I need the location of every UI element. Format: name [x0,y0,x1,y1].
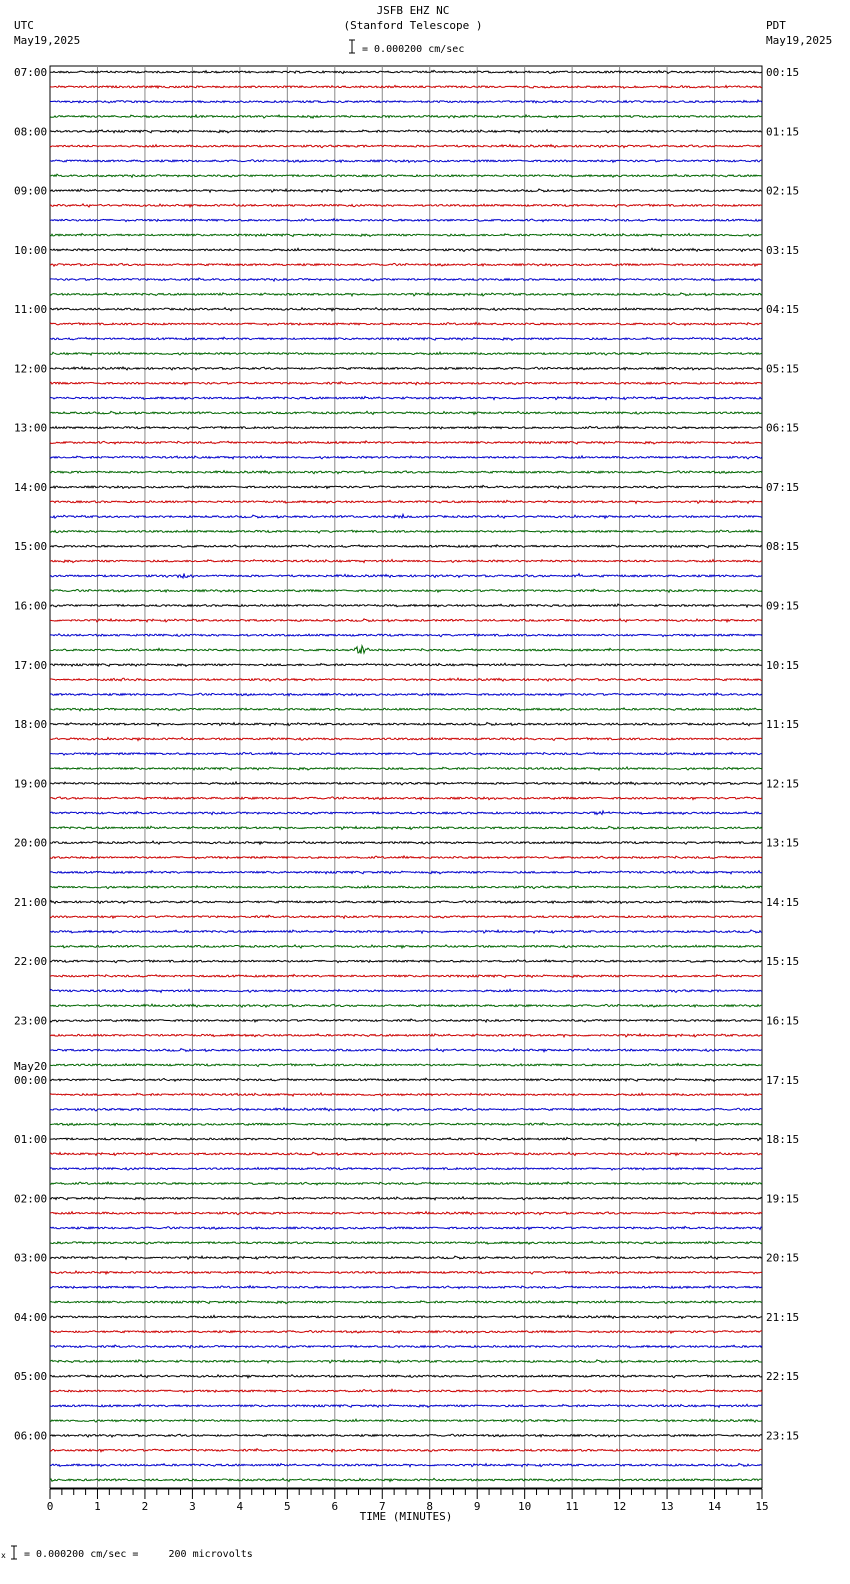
left-hour-label: 17:00 [14,658,48,672]
station-title: JSFB EHZ NC [376,4,450,17]
right-hour-label: 02:15 [766,184,800,198]
left-hour-label: 11:00 [14,303,48,317]
trace-1 [50,85,762,88]
trace-59 [50,945,762,948]
right-hour-label: 07:15 [766,480,800,494]
trace-38 [50,634,762,637]
right-date-label: May19,2025 [766,34,833,47]
x-tick-label: 7 [378,1500,386,1513]
trace-20 [50,367,762,370]
trace-60 [50,960,762,963]
trace-4 [50,130,762,133]
trace-27 [50,471,762,474]
trace-22 [50,397,762,400]
right-hour-label: 08:15 [766,540,800,554]
trace-91 [50,1419,762,1422]
left-hour-label: 06:00 [14,1429,48,1443]
left-hour-label: 02:00 [14,1192,48,1206]
trace-25 [50,441,762,444]
right-hour-label: 15:15 [766,955,800,969]
x-tick-label: 4 [236,1500,244,1513]
x-tick-label: 14 [707,1500,722,1513]
trace-82 [50,1286,762,1289]
trace-72 [50,1138,762,1141]
trace-40 [50,663,762,666]
left-hour-label: 23:00 [14,1014,48,1028]
trace-41 [50,678,762,681]
right-hour-label: 19:15 [766,1192,800,1206]
right-hour-label: 18:15 [766,1133,800,1147]
trace-39 [50,646,762,654]
trace-2 [50,100,762,103]
trace-56 [50,901,762,904]
x-tick-label: 10 [518,1500,532,1513]
trace-76 [50,1197,762,1200]
trace-23 [50,411,762,414]
trace-35 [50,589,762,592]
right-hour-label: 22:15 [766,1370,800,1384]
trace-52 [50,841,762,844]
right-hour-label: 21:15 [766,1310,800,1324]
trace-33 [50,560,762,563]
trace-69 [50,1093,762,1096]
trace-67 [50,1063,762,1066]
x-axis-label: TIME (MINUTES) [359,1510,453,1523]
x-tick-label: 11 [565,1500,579,1513]
left-hour-label: 16:00 [14,599,48,613]
x-tick-label: 3 [189,1500,196,1513]
trace-95 [50,1478,762,1481]
trace-12 [50,248,762,251]
x-tick-label: 13 [660,1500,674,1513]
right-timezone-label: PDT [766,19,786,32]
right-hour-label: 06:15 [766,421,800,435]
trace-37 [50,619,762,622]
trace-9 [50,204,762,207]
trace-44 [50,723,762,726]
trace-81 [50,1271,762,1274]
trace-7 [50,174,762,177]
x-tick-label: 0 [46,1500,54,1513]
trace-55 [50,886,762,889]
left-hour-label: 07:00 [14,66,48,79]
trace-86 [50,1345,762,1348]
left-hour-label: 22:00 [14,955,48,969]
trace-84 [50,1315,762,1318]
trace-92 [50,1434,762,1437]
x-tick-label: 2 [141,1500,149,1513]
trace-75 [50,1182,762,1185]
trace-8 [50,189,762,192]
left-hour-label: 04:00 [14,1310,48,1324]
right-hour-label: 13:15 [766,836,800,850]
trace-89 [50,1389,762,1392]
trace-79 [50,1241,762,1244]
trace-48 [50,782,762,785]
trace-57 [50,915,762,918]
trace-54 [50,871,762,874]
x-tick-label: 9 [473,1500,481,1513]
right-hour-label: 10:15 [766,658,800,672]
trace-58 [50,930,762,933]
trace-73 [50,1152,762,1155]
left-hour-label: 01:00 [14,1133,48,1147]
trace-85 [50,1331,762,1334]
left-hour-label: 00:00 [14,1073,48,1087]
trace-78 [50,1226,762,1229]
telescope-subtitle: (Stanford Telescope ) [343,19,483,32]
trace-90 [50,1404,762,1407]
right-hour-label: 17:15 [766,1073,800,1087]
trace-50 [50,811,762,815]
right-hour-label: 04:15 [766,303,800,317]
trace-63 [50,1004,762,1007]
trace-19 [50,352,762,355]
left-hour-label: 19:00 [14,777,48,791]
trace-94 [50,1464,762,1467]
trace-17 [50,322,762,325]
trace-13 [50,263,762,266]
footer-mark: x [1,1551,6,1560]
left-hour-label: 05:00 [14,1370,48,1384]
right-hour-label: 16:15 [766,1014,800,1028]
right-hour-label: 12:15 [766,777,800,791]
trace-93 [50,1449,762,1452]
x-tick-label: 15 [755,1500,769,1513]
trace-28 [50,485,762,488]
trace-68 [50,1078,762,1081]
left-hour-label: 10:00 [14,243,48,257]
trace-26 [50,456,762,459]
trace-34 [50,574,762,579]
trace-87 [50,1360,762,1363]
left-hour-label: 09:00 [14,184,48,198]
trace-16 [50,308,762,311]
trace-88 [50,1375,762,1378]
trace-5 [50,145,762,148]
trace-31 [50,530,762,533]
left-date-label: May19,2025 [14,34,81,47]
trace-80 [50,1256,762,1259]
right-hour-label: 00:15 [766,66,800,79]
trace-74 [50,1168,762,1171]
right-hour-label: 14:15 [766,895,800,909]
left-hour-label: 15:00 [14,540,48,554]
trace-21 [50,382,762,385]
trace-62 [50,989,762,992]
x-tick-label: 8 [426,1500,434,1513]
trace-51 [50,826,762,829]
left-timezone-label: UTC [14,19,34,32]
left-hour-label: 08:00 [14,125,48,139]
trace-66 [50,1049,762,1052]
trace-71 [50,1123,762,1126]
right-hour-label: 05:15 [766,362,800,376]
left-hour-label: 20:00 [14,836,48,850]
trace-47 [50,767,762,770]
left-hour-label: 13:00 [14,421,48,435]
footer-scale-label: = 0.000200 cm/sec = 200 microvolts [24,1549,253,1560]
trace-15 [50,293,762,296]
trace-36 [50,604,762,607]
trace-49 [50,797,762,800]
trace-18 [50,337,762,340]
left-hour-label: 03:00 [14,1251,48,1265]
scale-bar-label: = 0.000200 cm/sec [362,44,465,55]
right-hour-label: 01:15 [766,125,800,139]
trace-70 [50,1108,762,1111]
trace-61 [50,975,762,978]
trace-46 [50,752,762,755]
trace-65 [50,1034,762,1037]
trace-43 [50,708,762,711]
trace-64 [50,1019,762,1022]
right-hour-label: 20:15 [766,1251,800,1265]
trace-3 [50,115,762,118]
x-tick-label: 12 [612,1500,627,1513]
trace-77 [50,1212,762,1215]
trace-10 [50,219,762,222]
right-hour-label: 09:15 [766,599,800,613]
left-hour-label: 12:00 [14,362,48,376]
trace-11 [50,234,762,237]
left-hour-label: 14:00 [14,480,48,494]
trace-32 [50,545,762,548]
left-hour-label: 21:00 [14,895,48,909]
trace-42 [50,693,762,696]
right-hour-label: 23:15 [766,1429,800,1443]
x-tick-label: 5 [284,1500,291,1513]
right-hour-label: 03:15 [766,243,800,257]
left-date-change-label: May20 [14,1059,48,1073]
x-tick-label: 1 [94,1500,101,1513]
trace-30 [50,514,762,518]
trace-14 [50,278,762,281]
trace-29 [50,500,762,503]
trace-83 [50,1301,762,1304]
trace-53 [50,856,762,859]
right-hour-label: 11:15 [766,718,800,732]
trace-45 [50,737,762,740]
trace-24 [50,426,762,429]
x-tick-label: 6 [331,1500,339,1513]
trace-0 [50,70,762,73]
trace-6 [50,160,762,163]
left-hour-label: 18:00 [14,718,48,732]
